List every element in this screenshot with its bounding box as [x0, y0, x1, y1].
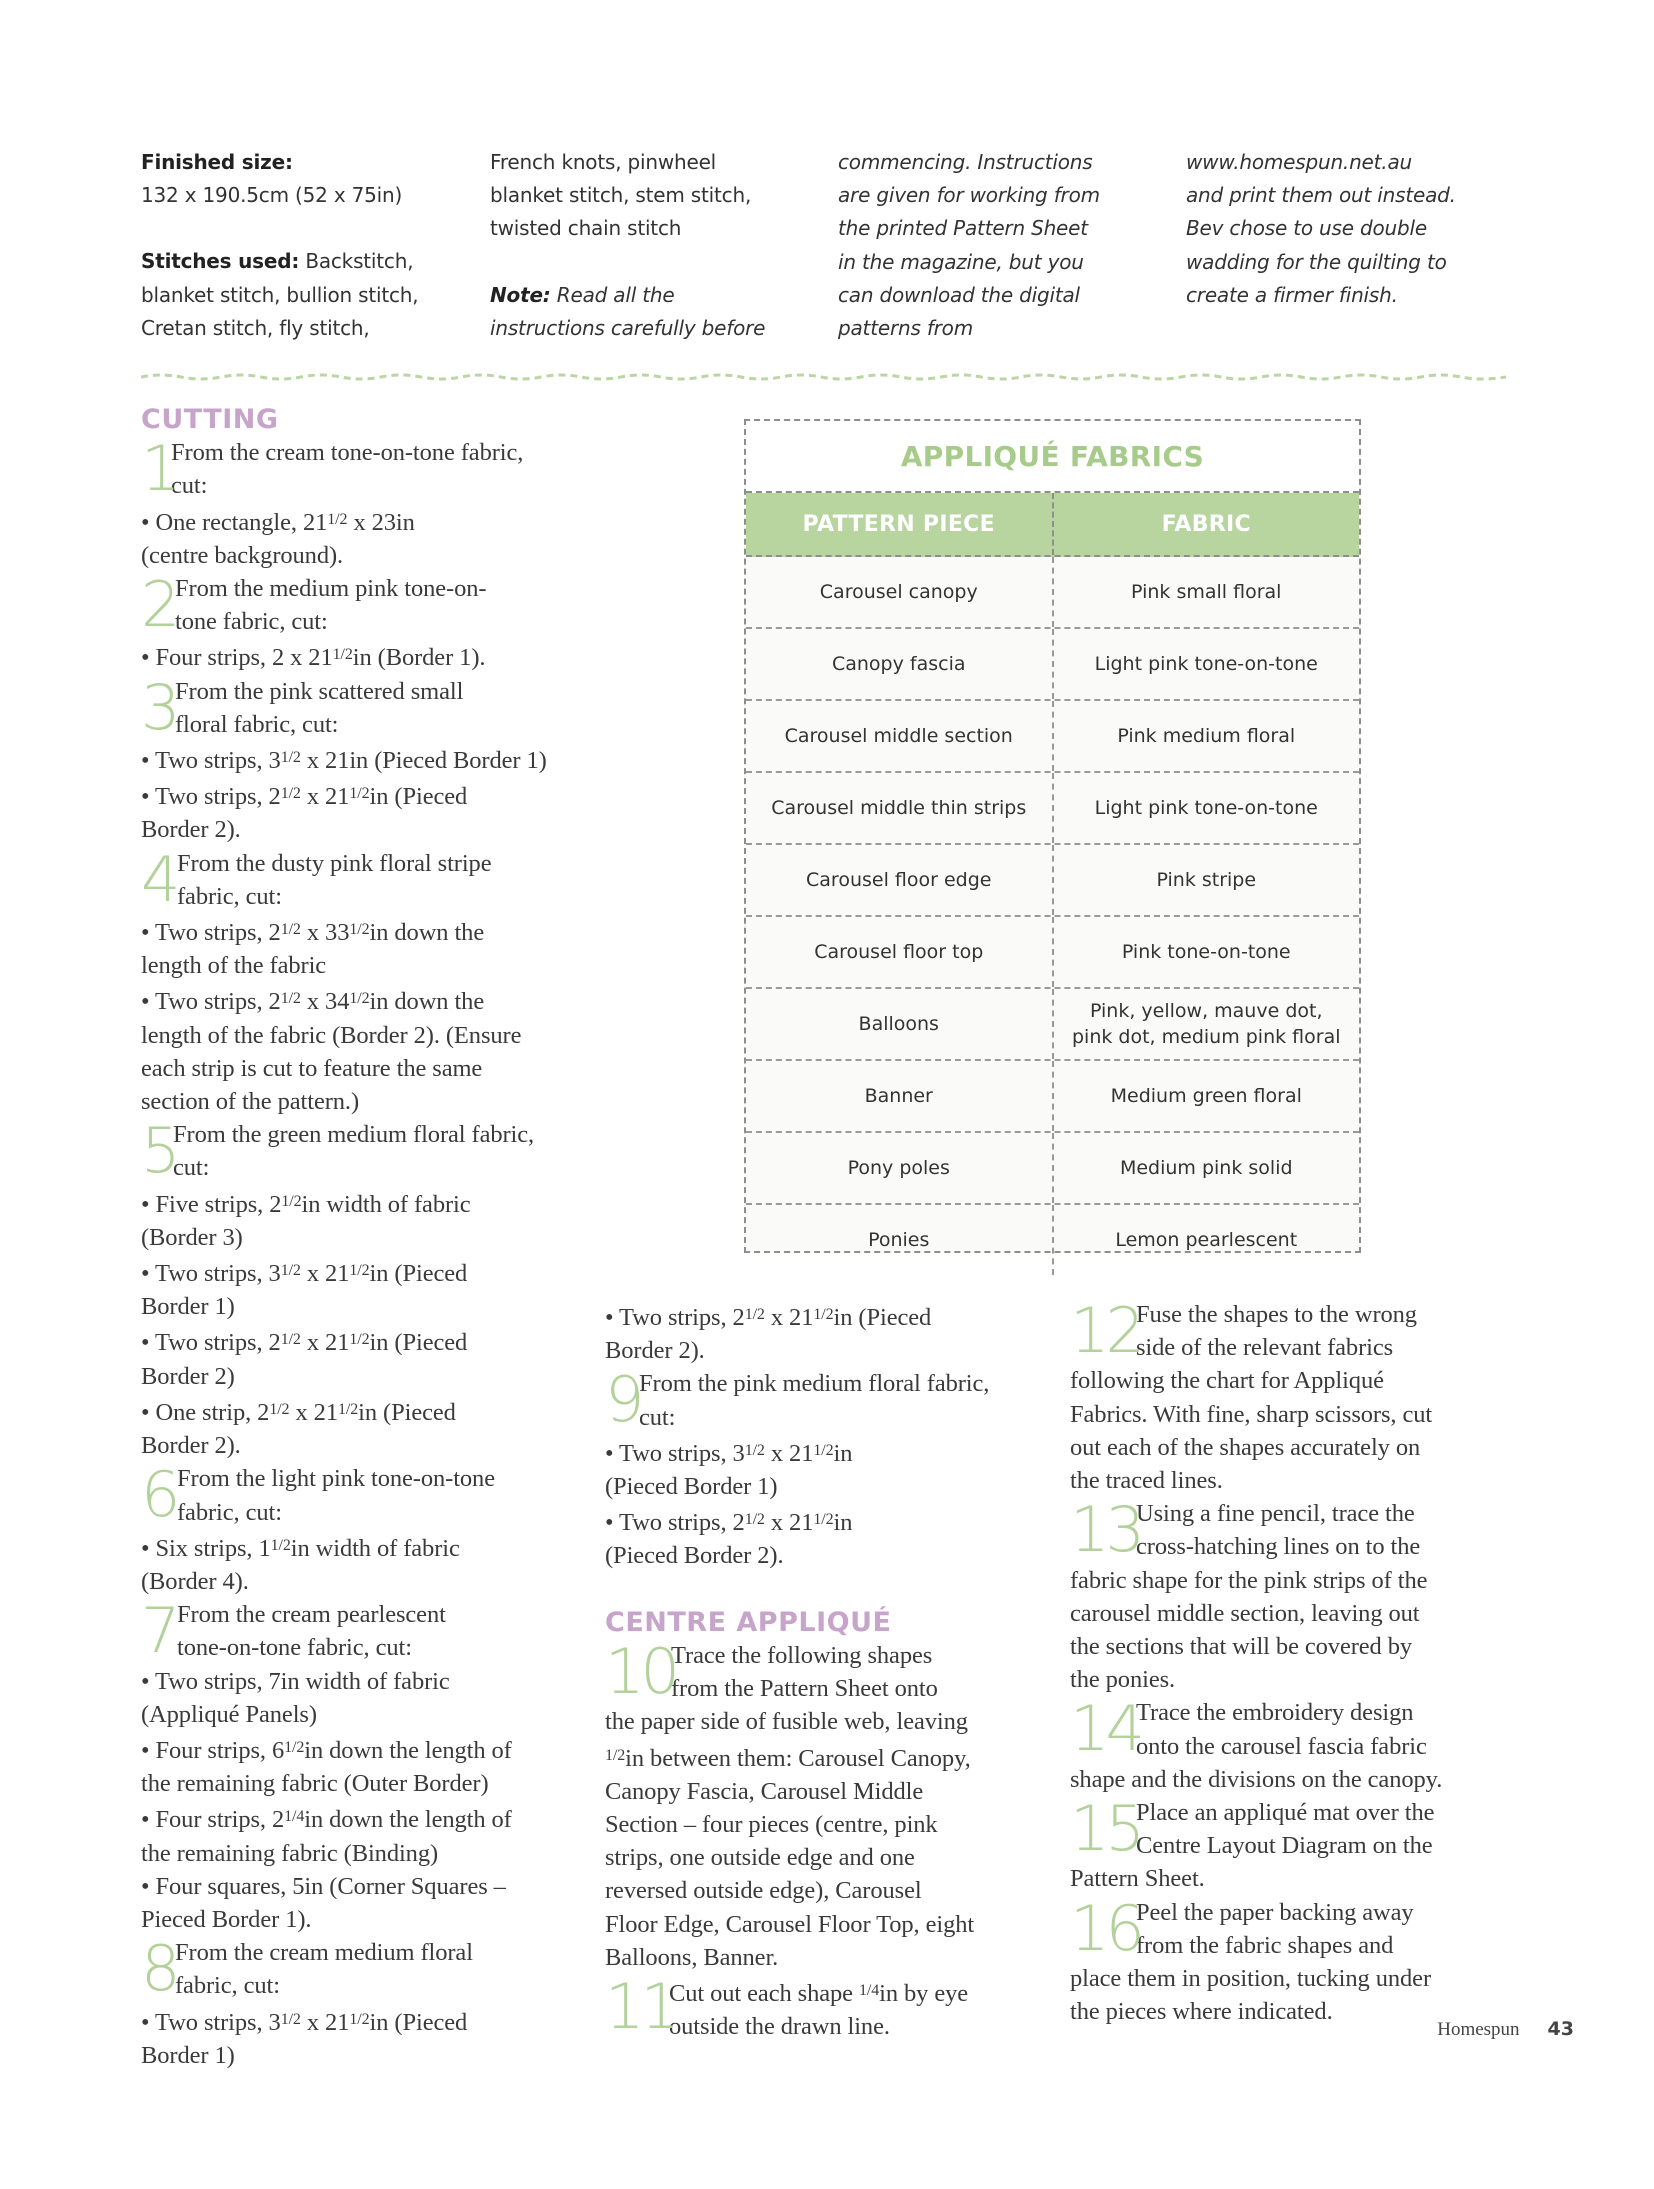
step-number: 4 [141, 842, 177, 916]
bullet-text: • Two strips, 2 [141, 783, 281, 811]
fraction: 1/2 [332, 646, 353, 664]
middle-column [605, 1298, 1045, 2043]
fabric-cell: Lemon pearlescent [1115, 1229, 1298, 1251]
stitches-continued-3: twisted chain stitch [490, 216, 682, 241]
step-number: 7 [141, 1594, 177, 1668]
bullet-text: • Two strips, 7in width of fabric [141, 1667, 450, 1695]
bullet-text: • Four squares, 5in (Corner Squares – [141, 1872, 506, 1900]
fraction: 1/4 [858, 1982, 880, 2000]
step-number: 9 [605, 1363, 641, 1437]
bullet-text: • Two strips, 3 [141, 747, 281, 775]
bullet-text: • Two strips, 2 [605, 1509, 745, 1537]
step-text: From the dusty pink floral stripe [177, 849, 492, 877]
bullet-item [141, 1185, 581, 1221]
pattern-piece-cell: Ponies [746, 1205, 1054, 1275]
step-text: Using a fine pencil, trace the [1136, 1500, 1415, 1528]
step-text: Section – four pieces (centre, pink [605, 1811, 938, 1839]
step-number: 6 [141, 1458, 177, 1532]
bullet-item [141, 2003, 581, 2039]
step-text: fabric, cut: [177, 882, 282, 910]
step-text: Fuse the shapes to the wrong [1136, 1301, 1417, 1328]
step-text: Floor Edge, Carousel Floor Top, eight [605, 1910, 975, 1938]
bullet-text: the remaining fabric (Binding) [141, 1839, 439, 1867]
step-text: From the cream tone-on-tone fabric, [171, 439, 524, 467]
bullet-text: length of the fabric (Border 2). (Ensure [141, 1021, 522, 1049]
bullet-item [605, 1298, 1045, 1334]
bullet-text: • Two strips, 2 [605, 1304, 745, 1331]
note-continued: and print them out instead. [1186, 183, 1456, 208]
fraction: 1/2 [280, 1262, 301, 1280]
step-number: 2 [141, 568, 177, 642]
step-text: in between them: Carousel Canopy, [625, 1744, 971, 1772]
bullet-text: in (Border 1). [352, 644, 486, 672]
cutting-column [141, 403, 581, 2072]
table-row [746, 1133, 1359, 1205]
step-text: Place an appliqué mat over the [1136, 1799, 1435, 1827]
bullet-text: • Five strips, 2 [141, 1190, 282, 1218]
fabric-cell: Medium green floral [1110, 1085, 1302, 1107]
table-body [746, 557, 1359, 1275]
fraction: 1/2 [280, 2010, 301, 2028]
bullet-item [141, 1323, 581, 1359]
bullet-item [141, 1731, 581, 1767]
bullet-item [141, 1254, 581, 1290]
step-text: the paper side of fusible web, leaving [605, 1708, 968, 1736]
fraction: 1/4 [284, 1808, 305, 1826]
step-text: fabric, cut: [177, 1498, 282, 1526]
step-text: From the green medium floral fabric, [173, 1121, 535, 1149]
bullet-text: • Two strips, 3 [141, 1260, 281, 1288]
fraction: 1/2 [349, 785, 370, 803]
bullet-text: x 34 [300, 988, 350, 1016]
note-line-2: instructions carefully before [490, 315, 766, 340]
step-text: shape and the divisions on the canopy. [1070, 1765, 1443, 1793]
fraction: 1/2 [280, 990, 301, 1008]
step-text: floral fabric, cut: [175, 710, 339, 738]
fraction: 1/2 [813, 1441, 834, 1459]
intro-column-4 [1186, 146, 1496, 312]
step-text: the ponies. [1070, 1666, 1176, 1694]
bullet-item [141, 741, 581, 777]
fraction: 1/2 [813, 1306, 834, 1323]
step-text: place them in position, tucking under [1070, 1965, 1432, 1993]
stitches-line-2: blanket stitch, bullion stitch, [141, 282, 419, 307]
fraction: 1/2 [349, 990, 370, 1008]
step-11 [605, 1970, 1045, 2044]
step-number: 12 [1070, 1294, 1141, 1367]
step-text: cut: [639, 1403, 676, 1431]
step-9 [605, 1363, 1045, 1437]
step-text: Cut out each shape [669, 1980, 859, 2008]
fraction: 1/2 [349, 921, 370, 939]
step-text: Pattern Sheet. [1070, 1865, 1205, 1893]
step-3 [141, 670, 581, 744]
step-text: Peel the paper backing away [1136, 1898, 1414, 1926]
note-continued: commencing. Instructions [838, 150, 1093, 174]
step-7 [141, 1594, 581, 1668]
table-title: APPLIQUÉ FABRICS [746, 421, 1359, 493]
step-text: fabric, cut: [175, 1972, 280, 2000]
bullet-text: in down the length of [304, 1736, 512, 1764]
step-15 [1070, 1792, 1510, 1866]
fraction: 1/2 [270, 1536, 291, 1554]
bullet-item [141, 1529, 581, 1565]
step-text: following the chart for Appliqué [1070, 1367, 1384, 1395]
intro-column-1 [141, 146, 451, 345]
step-number: 16 [1070, 1891, 1141, 1965]
step-text [605, 1739, 1045, 1775]
bullet-text: in (Pieced [369, 1260, 468, 1288]
bullet-text: Border 2) [141, 1362, 235, 1390]
bullet-text: • Four strips, 2 [141, 1806, 285, 1834]
fabric-cell: Pink, yellow, mauve dot, pink dot, medium pink floral [1071, 1000, 1341, 1048]
note-label: Note: [490, 282, 551, 307]
table-row [746, 1061, 1359, 1133]
fabric-cell: Pink tone-on-tone [1121, 941, 1291, 963]
fraction: 1/2 [280, 785, 301, 803]
bullet-text: in (Pieced [369, 783, 468, 811]
bullet-text: in down the length of [304, 1806, 512, 1834]
step-text: From the light pink tone-on-tone [177, 1465, 495, 1493]
fraction: 1/2 [744, 1441, 765, 1459]
step-text: From the pink scattered small [175, 677, 464, 705]
fabric-cell: Medium pink solid [1119, 1157, 1293, 1179]
bullet-text: (Pieced Border 2). [605, 1542, 784, 1570]
fraction: 1/2 [349, 1262, 370, 1280]
dashed-divider [141, 370, 1506, 384]
fraction: 1/2 [327, 510, 348, 528]
publication-name: Homespun [1437, 2019, 1520, 2040]
bullet-text: each strip is cut to feature the same [141, 1054, 483, 1082]
page-footer [1437, 2018, 1574, 2041]
step-number: 5 [141, 1114, 177, 1188]
bullet-text: x 33 [300, 919, 350, 947]
fabric-cell: Pink medium floral [1117, 725, 1296, 747]
pattern-piece-cell: Canopy fascia [746, 629, 1054, 699]
step-text: the traced lines. [1070, 1467, 1223, 1495]
step-14 [1070, 1692, 1510, 1766]
fraction: 1/2 [744, 1306, 765, 1323]
step-text: onto the carousel fascia fabric [1136, 1732, 1427, 1760]
step-number: 1 [141, 432, 177, 506]
step-16 [1070, 1891, 1510, 1965]
table-row [746, 845, 1359, 917]
step-text: fabric shape for the pink strips of the [1070, 1566, 1428, 1594]
note-text-1: Read all the [556, 282, 675, 307]
bullet-text: Border 2). [141, 816, 241, 844]
note-continued: are given for working from [838, 183, 1100, 208]
bullet-text: x 21 [300, 1329, 350, 1357]
step-text: tone-on-tone fabric, cut: [177, 1634, 412, 1662]
fraction: 1/2 [280, 749, 301, 767]
bullet-item [605, 1434, 1045, 1470]
stitches-line-1 [141, 245, 451, 278]
fraction: 1/2 [280, 1331, 301, 1349]
bullet-text: in down the [369, 919, 485, 947]
bullet-text: • Six strips, 1 [141, 1534, 271, 1562]
step-text: the pieces where indicated. [1070, 1998, 1333, 2026]
bullet-text: Border 2). [605, 1337, 705, 1365]
step-text: From the pink medium floral fabric, [639, 1370, 990, 1398]
pattern-piece-cell: Banner [746, 1061, 1054, 1131]
centre-applique-heading: CENTRE APPLIQUÉ [605, 1606, 892, 1638]
bullet-text: in width of fabric [301, 1190, 471, 1218]
bullet-text: Border 1) [141, 2041, 235, 2069]
bullet-text: length of the fabric [141, 952, 327, 980]
page-number: 43 [1547, 2018, 1574, 2040]
bullet-text: (Border 4). [141, 1567, 249, 1595]
intro-column-2 [490, 146, 800, 345]
bullet-text: the remaining fabric (Outer Border) [141, 1770, 489, 1798]
bullet-text: x 21 [300, 2008, 350, 2036]
finished-size-value: 132 x 190.5cm (52 x 75in) [141, 183, 403, 208]
step-text: cut: [171, 472, 208, 500]
applique-fabrics-table [744, 419, 1361, 1253]
table-row [746, 1205, 1359, 1275]
step-text: tone fabric, cut: [175, 608, 328, 636]
bullet-text: x 23in [347, 508, 415, 536]
stitches-label: Stitches used: [141, 249, 300, 274]
bullet-text: in (Pieced [369, 2008, 468, 2036]
step-text: cut: [173, 1154, 210, 1182]
bullet-text: • Two strips, 3 [141, 2008, 281, 2036]
bullet-item [605, 1503, 1045, 1539]
step-text: cross-hatching lines on to the [1136, 1533, 1421, 1561]
fraction: 1/2 [605, 1746, 626, 1764]
bullet-text: in down the [369, 988, 485, 1016]
bullet-text: x 21in (Pieced Border 1) [300, 747, 547, 775]
bullet-text: Pieced Border 1). [141, 1905, 312, 1933]
step-text: carousel middle section, leaving out [1070, 1599, 1420, 1627]
pattern-piece-cell: Pony poles [746, 1133, 1054, 1203]
bullet-text: in (Pieced [358, 1398, 456, 1426]
step-text: Trace the embroidery design [1136, 1699, 1414, 1727]
table-header [746, 493, 1359, 557]
bullet-text: • One rectangle, 21 [141, 508, 328, 536]
website-url: www.homespun.net.au [1186, 150, 1412, 174]
step-number: 15 [1070, 1792, 1141, 1866]
step-text: strips, one outside edge and one [605, 1844, 915, 1872]
table-row [746, 989, 1359, 1061]
fraction: 1/2 [744, 1511, 765, 1529]
pattern-piece-cell: Balloons [746, 989, 1054, 1059]
note-continued: patterns from [838, 316, 973, 341]
fraction: 1/2 [813, 1511, 834, 1529]
bullet-text: • Two strips, 2 [141, 988, 281, 1016]
table-row [746, 773, 1359, 845]
bullet-text: x 21 [300, 1260, 350, 1288]
bullet-text: • One strip, 2 [141, 1398, 270, 1426]
bullet-text: • Four strips, 6 [141, 1736, 285, 1764]
cutting-heading: CUTTING [141, 404, 279, 435]
bullet-text: Border 1) [141, 1293, 235, 1321]
fraction: 1/2 [280, 921, 301, 939]
stitches-continued-2: blanket stitch, stem stitch, [490, 183, 752, 208]
bullet-text: (Border 3) [141, 1223, 243, 1251]
finished-size-label: Finished size: [141, 150, 293, 174]
step-text: from the fabric shapes and [1136, 1931, 1394, 1959]
bullet-text: x 21 [764, 1439, 814, 1467]
pattern-piece-cell: Carousel floor edge [746, 845, 1054, 915]
step-text: in by eye [879, 1980, 969, 2008]
step-2 [141, 568, 581, 642]
pattern-piece-cell: Carousel canopy [746, 557, 1054, 627]
bullet-text: Border 2). [141, 1432, 241, 1460]
note-continued: wadding for the quilting to [1186, 249, 1447, 274]
fraction: 1/2 [284, 1738, 305, 1756]
bullet-text: section of the pattern.) [141, 1088, 360, 1116]
fabric-cell: Pink small floral [1131, 581, 1282, 603]
intro-column-3 [838, 146, 1148, 345]
note-continued: the printed Pattern Sheet [838, 216, 1088, 241]
note-continued: Bev chose to use double [1186, 216, 1427, 241]
table-row [746, 629, 1359, 701]
bullet-text: • Two strips, 2 [141, 919, 281, 947]
stitches-value-1: Backstitch, [305, 249, 414, 274]
step-5 [141, 1114, 581, 1188]
bullet-item [141, 982, 581, 1018]
bullet-text: (Appliqué Panels) [141, 1700, 317, 1728]
step-12 [1070, 1294, 1510, 1367]
step-text: from the Pattern Sheet onto [671, 1675, 938, 1703]
bullet-item [141, 1800, 581, 1836]
step-text: side of the relevant fabrics [1136, 1334, 1394, 1362]
step-10 [605, 1635, 1045, 1709]
step-4 [141, 842, 581, 916]
step-text: From the medium pink tone-on- [175, 575, 487, 603]
column-header-fabric: FABRIC [1161, 511, 1251, 537]
step-text: the sections that will be covered by [1070, 1633, 1413, 1661]
step-text: reversed outside edge), Carousel [605, 1877, 922, 1905]
fraction: 1/2 [269, 1400, 290, 1418]
step-number: 10 [605, 1635, 676, 1709]
pattern-piece-cell: Carousel middle section [746, 701, 1054, 771]
step-text: From the cream medium floral [175, 1939, 473, 1967]
step-8 [141, 1932, 581, 2006]
step-number: 8 [141, 1932, 177, 2006]
step-number: 14 [1070, 1692, 1141, 1766]
step-text: Canopy Fascia, Carousel Middle [605, 1777, 924, 1805]
bullet-text: x 21 [289, 1398, 338, 1426]
bullet-item [141, 503, 581, 539]
bullet-text: in (Pieced [833, 1304, 932, 1331]
bullet-text: • Two strips, 2 [141, 1329, 281, 1357]
note-continued: can download the digital [838, 282, 1080, 307]
step-6 [141, 1458, 581, 1532]
bullet-text: in width of fabric [290, 1534, 460, 1562]
note-continued: create a firmer finish. [1186, 282, 1398, 307]
bullet-text: in [833, 1439, 853, 1467]
step-text: outside the drawn line. [669, 2013, 890, 2041]
fabric-cell: Pink stripe [1156, 869, 1257, 891]
pattern-piece-cell: Carousel floor top [746, 917, 1054, 987]
stitches-continued-1: French knots, pinwheel [490, 150, 717, 174]
step-text: Balloons, Banner. [605, 1943, 779, 1971]
bullet-item [141, 777, 581, 813]
bullet-text: (centre background). [141, 541, 344, 569]
fabric-cell: Light pink tone-on-tone [1094, 797, 1318, 819]
note-line-1 [490, 279, 800, 312]
bullet-item [141, 1393, 581, 1429]
table-row [746, 701, 1359, 773]
right-column [1070, 1294, 1510, 2028]
step-13 [1070, 1493, 1510, 1567]
column-header-pattern-piece: PATTERN PIECE [746, 493, 1054, 555]
step-text: Trace the following shapes [671, 1642, 933, 1670]
fraction: 1/2 [337, 1400, 359, 1418]
fraction: 1/2 [281, 1192, 302, 1210]
table-row [746, 917, 1359, 989]
bullet-text: in [833, 1509, 853, 1537]
step-1 [141, 432, 581, 506]
table-row [746, 557, 1359, 629]
step-text: From the cream pearlescent [177, 1601, 446, 1629]
step-text: Centre Layout Diagram on the [1136, 1832, 1433, 1860]
bullet-text: • Two strips, 3 [605, 1439, 745, 1467]
bullet-text: in (Pieced [369, 1329, 468, 1357]
step-number: 3 [141, 670, 177, 744]
bullet-item [141, 638, 581, 674]
step-number: 11 [605, 1970, 676, 2044]
bullet-text: • Four strips, 2 x 21 [141, 644, 333, 672]
stitches-line-3: Cretan stitch, fly stitch, [141, 315, 370, 340]
bullet-text: x 21 [764, 1509, 814, 1537]
step-text: out each of the shapes accurately on [1070, 1433, 1421, 1461]
step-number: 13 [1070, 1493, 1141, 1567]
fraction: 1/2 [349, 2010, 370, 2028]
step-text: Fabrics. With fine, sharp scissors, cut [1070, 1400, 1433, 1428]
pattern-piece-cell: Carousel middle thin strips [746, 773, 1054, 843]
bullet-text: (Pieced Border 1) [605, 1473, 778, 1501]
note-continued: in the magazine, but you [838, 249, 1084, 274]
bullet-text: x 21 [300, 783, 350, 811]
fabric-cell: Light pink tone-on-tone [1094, 653, 1318, 675]
bullet-item [141, 913, 581, 949]
fraction: 1/2 [349, 1331, 370, 1349]
bullet-text: x 21 [764, 1304, 814, 1331]
